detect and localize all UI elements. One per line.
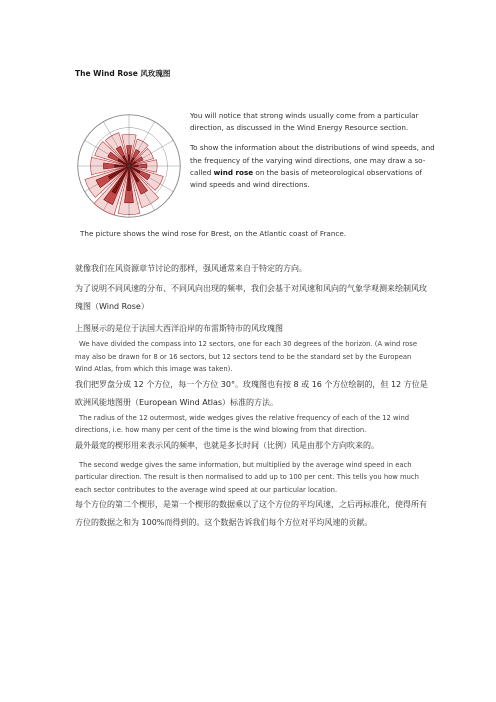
cn-paragraph-2: 为了说明不同风速的分布、不同风向出现的频率，我们会基于对风速和风向的气象学观测来绘制风玫瑰图（Wind Rose） (75, 284, 427, 311)
cn-paragraph-7: 最外最宽的楔形用来表示风的频率，也就是多长时间（比例）风是由那个方向吹来的。 (75, 440, 379, 450)
figure-caption: The picture shows the wind rose for Brest, on the Atlantic coast of France. (80, 229, 347, 238)
en-paragraph-6: The radius of the 12 outermost, wide wedges gives the relative frequency of each of the 12 wind directions, i.e. how many per cent of the time is the wind blowing from that direction. (75, 413, 410, 434)
cn-paragraph-3: 上图展示的是位于法国大西洋沿岸的布雷斯特市的风玫瑰图 (75, 324, 283, 333)
intro-paragraph-1: You will notice that strong winds usually come from a particular direction, as discussed in the Wind Energy Resource section. (190, 111, 419, 133)
intro-text (190, 110, 440, 199)
page-title: The Wind Rose 风玫瑰图 (75, 69, 171, 78)
cn-paragraph-1: 就像我们在风资源章节讨论的那样，强风通常来自于特定的方向。 (75, 264, 307, 273)
en-paragraph-4: We have divided the compass into 12 sectors, one for each 30 degrees of the horizon. (A wind rose may also be drawn for 8 or 16 sectors, but 12 sectors tend to be the standard set by the European Wind Atlas, from which this image was taken). (75, 340, 418, 373)
intro-paragraph-2: To show the information about the distributions of wind speeds, and the frequency of the varying wind directions, one may draw a so-called wind rose on the basis of meteorological observations of wind speeds and wind directions. (190, 143, 435, 190)
en-paragraph-8: The second wedge gives the same information, but multiplied by the average wind speed in each particular direction. The result is then normalised to add up to 100 per cent. This tells you how much each sector contributes to the average wind speed at our particular location. (75, 460, 419, 494)
cn-paragraph-9: 每个方位的第二个楔形，是第一个楔形的数据乘以了这个方位的平均风速，之后再标准化，使得所有方位的数据之和为 100%而得到的。这个数据告诉我们每个方位对平均风速的贡献。 (75, 500, 427, 527)
wind-rose-diagram (75, 108, 183, 224)
cn-paragraph-5: 我们把罗盘分成 12 个方位，每一个方位 30°。玫瑰图也有按 8 或 16 个方位绘制的，但 12 方位是欧洲风能地图册（European Wind Atlas）标准的方法。 (75, 379, 428, 407)
body-text (75, 260, 430, 532)
